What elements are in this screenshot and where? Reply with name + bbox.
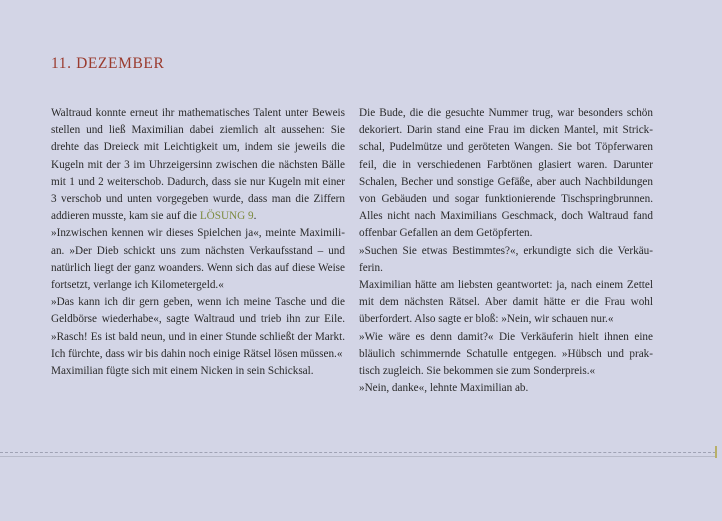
paragraph: »Wie wäre es denn damit?« Die Verkäuferin hielt ihnen eine bläulich schimmernde Schatulle entgegen. »Hübsch und praktisch zugleich. Sie bekommen sie zum Sonderpreis.« bbox=[359, 330, 653, 378]
paragraph: Maximilian hätte am liebsten geantwortet: ja, nach einem Zettel mit dem nächsten Rätsel. Aber damit hätte er die Frau wohl überfordert. Also sagte er bloß: »Nein, wir schauen nur.« bbox=[359, 279, 653, 326]
paragraph: »Inzwischen kennen wir dieses Spielchen ja«, meinte Maximilian. »Der Dieb schickt uns zum nächsten Verkaufsstand – und natürlich liegt der ganz woanders. Wenn sich das auf diese Weise fortsetzt, verlange ich Kilometergeld.« bbox=[51, 227, 345, 292]
right-text-column bbox=[359, 105, 653, 397]
paragraph-text: . bbox=[253, 210, 257, 223]
chapter-heading: 11. DEZEMBER bbox=[51, 55, 165, 72]
solution-reference: LÖSUNG 9 bbox=[199, 210, 254, 223]
left-text-column bbox=[51, 105, 345, 380]
paragraph: Die Bude, die die gesuchte Nummer trug, war besonders schön dekoriert. Darin stand eine Frau im dicken Mantel, mit Strickschal, Pudelmütze und geröteten Wangen. Sie bot Töpferwaren feil, die in verschiedenen Farbtönen glasiert waren. Darunter Schalen, Becher und sonstige Gefäße, aber auch Nachbildungen von Gebäuden und sogar funktionierende Tischspringbrunnen. Alles nicht nach Maximilians Geschmack, doch Waltraud fand offenbar Gefallen an dem Getöpferten. bbox=[359, 107, 653, 240]
page-edge-marker bbox=[715, 446, 717, 458]
paragraph-text: Waltraud konnte erneut ihr mathematisches Talent unter Beweis stellen und ließ Maximilian dabei ziemlich alt aussehen: Sie drehte das Dreieck mit Leichtigkeit um, indem sie jeweils die Kugeln mit der 3 im Uhrzeigersinn zwischen die nächsten Bälle mit 1 und 2 weiterschob. Dadurch, dass sie nur Kugeln mit einer 3 verschob und unten vorgegeben wurde, dass man die Ziffern addieren musste, kam sie auf die bbox=[51, 107, 345, 223]
paragraph: Maximilian fügte sich mit einem Nicken in sein Schicksal. bbox=[51, 365, 314, 378]
paragraph: »Suchen Sie etwas Bestimmtes?«, erkundigte sich die Verkäuferin. bbox=[359, 244, 653, 274]
page-break-divider bbox=[0, 452, 716, 453]
paragraph bbox=[51, 105, 345, 225]
page-bottom-divider bbox=[0, 456, 716, 457]
paragraph: »Das kann ich dir gern geben, wenn ich meine Tasche und die Geldbörse wiederhabe«, sagte Waltraud und trieb ihn zur Eile. »Rasch! Es ist bald neun, und in einer Stunde schließt der Markt. Ich fürchte, dass wir bis dahin noch einige Rätsel lösen müssen.« bbox=[51, 296, 345, 360]
paragraph: »Nein, danke«, lehnte Maximilian ab. bbox=[359, 382, 529, 395]
